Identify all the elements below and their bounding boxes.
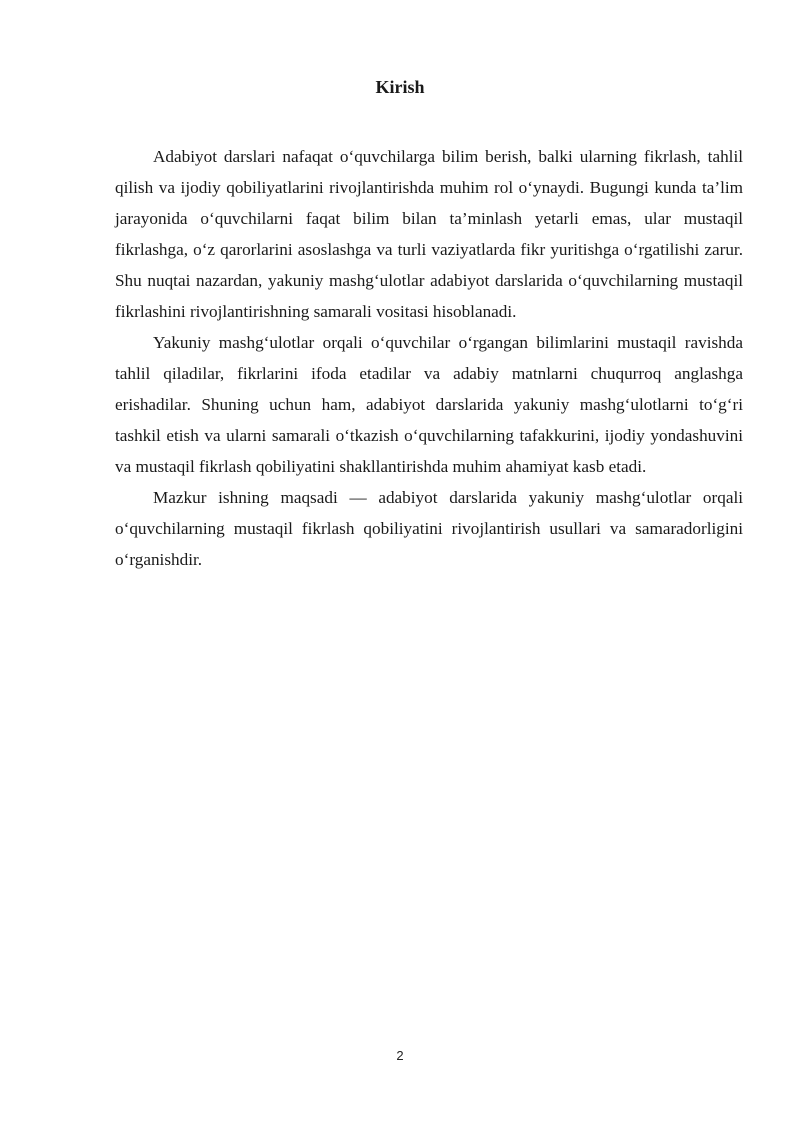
paragraph-3: Mazkur ishning maqsadi — adabiyot darslarida yakuniy mashg‘ulotlar orqali o‘quvchilarning mustaqil fikrlash qobiliyatini rivojlantirish usullari va samaradorligini o‘rganishdir. <box>115 488 743 569</box>
page-title: Kirish <box>375 77 425 97</box>
paragraph-1: Adabiyot darslari nafaqat o‘quvchilarga bilim berish, balki ularning fikrlash, tahlil qilish va ijodiy qobiliyatlarini rivojlantirishda muhim rol o‘ynaydi. Bugungi kunda ta’lim jarayonida o‘quvchilarni faqat bilim bilan ta’minlash yetarli emas, ular mustaqil fikrlashga, o‘z qarorlarini asoslashga va turli vaziyatlarda fikr yuritishga o‘rgatilishi zarur. Shu nuqtai nazardan, yakuniy mashg‘ulotlar adabiyot darslarida o‘quvchilarning mustaqil fikrlashini rivojlantirishning samarali vositasi hisoblanadi. <box>115 147 743 321</box>
paragraph-2: Yakuniy mashg‘ulotlar orqali o‘quvchilar o‘rgangan bilimlarini mustaqil ravishda tahlil qiladilar, fikrlarini ifoda etadilar va adabiy matnlarni chuqurroq anglashga erishadilar. Shuning uchun ham, adabiyot darslarida yakuniy mashg‘ulotlarni to‘g‘ri tashkil etish va ularni samarali o‘tkazish o‘quvchilarning tafakkurini, ijodiy yondashuvini va mustaqil fikrlash qobiliyatini shakllantirishda muhim ahamiyat kasb etadi. <box>115 333 743 476</box>
body-text <box>115 141 743 575</box>
page-number: 2 <box>396 1048 404 1063</box>
